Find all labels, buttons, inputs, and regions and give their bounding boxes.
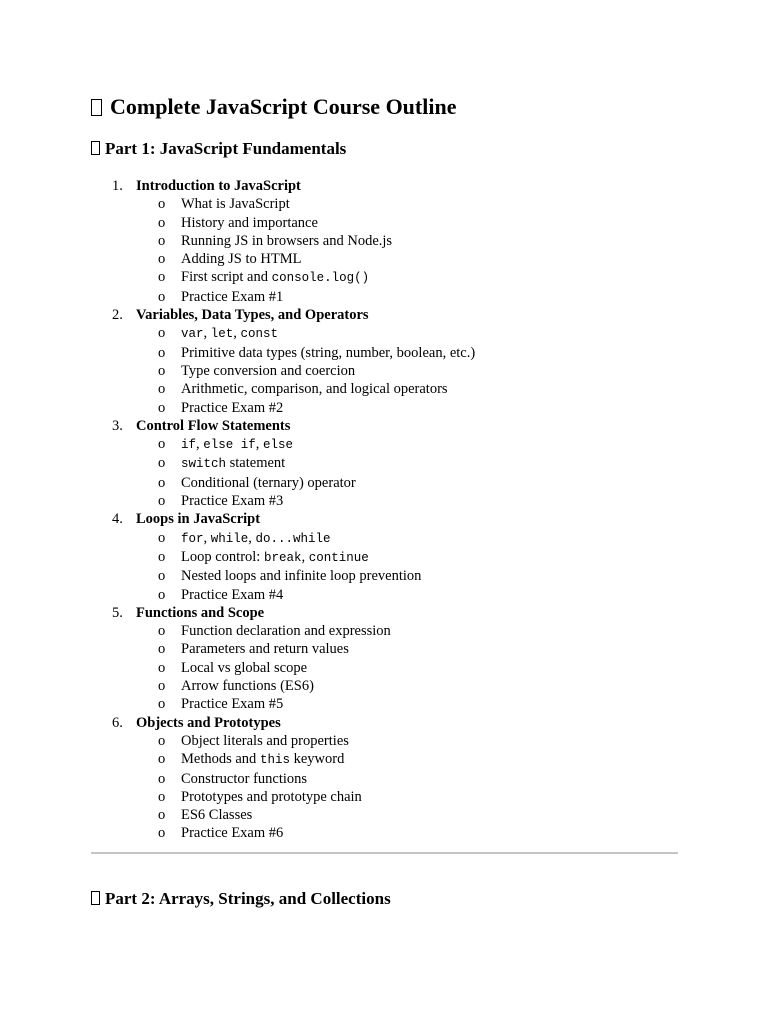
topic-item bbox=[91, 250, 691, 268]
section-list bbox=[91, 177, 691, 843]
section-number: 4. bbox=[112, 511, 123, 528]
section-title: Variables, Data Types, and Operators bbox=[136, 307, 369, 324]
topic-item bbox=[91, 640, 691, 658]
code-snippet: var bbox=[181, 327, 204, 342]
topic-item bbox=[91, 806, 691, 824]
section-title: Introduction to JavaScript bbox=[136, 178, 301, 194]
bullet-marker: o bbox=[158, 344, 166, 361]
section-item bbox=[91, 714, 691, 843]
topic-item bbox=[91, 529, 691, 548]
section-item bbox=[91, 306, 691, 417]
topic-text: statement bbox=[226, 455, 286, 472]
topic-item bbox=[91, 214, 691, 232]
bullet-marker: o bbox=[158, 586, 166, 603]
bullet-marker: o bbox=[158, 325, 166, 342]
topic-list bbox=[91, 324, 691, 416]
document-title bbox=[91, 93, 456, 121]
section-item bbox=[91, 177, 691, 306]
bullet-marker: o bbox=[158, 659, 166, 676]
topic-item bbox=[91, 824, 691, 842]
topic-text: Nested loops and infinite loop prevention bbox=[181, 568, 422, 585]
horizontal-divider bbox=[91, 852, 678, 854]
section-title: Functions and Scope bbox=[136, 604, 265, 621]
topic-item bbox=[91, 362, 691, 380]
topic-item bbox=[91, 567, 691, 585]
bullet-marker: o bbox=[158, 288, 166, 305]
topic-item bbox=[91, 474, 691, 492]
topic-text: , bbox=[233, 325, 241, 342]
topic-text: First script and bbox=[181, 269, 272, 286]
bullet-marker: o bbox=[158, 788, 166, 805]
bullet-marker: o bbox=[158, 232, 166, 249]
missing-glyph-icon bbox=[91, 891, 100, 905]
topic-list bbox=[91, 529, 691, 604]
bullet-marker: o bbox=[158, 196, 166, 213]
bullet-marker: o bbox=[158, 548, 166, 565]
topic-list bbox=[91, 435, 691, 510]
missing-glyph-icon bbox=[91, 141, 100, 155]
topic-text: Practice Exam #6 bbox=[181, 825, 284, 842]
topic-text: , bbox=[196, 436, 204, 453]
code-snippet: const bbox=[240, 327, 279, 342]
topic-item bbox=[91, 232, 691, 250]
topic-text: What is JavaScript bbox=[181, 196, 290, 213]
bullet-marker: o bbox=[158, 807, 166, 824]
topic-item bbox=[91, 492, 691, 510]
code-snippet: if bbox=[181, 438, 197, 453]
part-1-heading bbox=[91, 138, 346, 160]
topic-text: Practice Exam #2 bbox=[181, 399, 284, 416]
bullet-marker: o bbox=[158, 436, 166, 453]
topic-text: Practice Exam #1 bbox=[181, 288, 284, 305]
section-number: 5. bbox=[112, 604, 123, 621]
section-title: Loops in JavaScript bbox=[136, 511, 261, 528]
code-snippet: let bbox=[210, 327, 234, 342]
topic-text: Loop control: bbox=[181, 548, 264, 565]
section-heading bbox=[91, 417, 691, 435]
bullet-marker: o bbox=[158, 269, 166, 286]
topic-item bbox=[91, 454, 691, 473]
bullet-marker: o bbox=[158, 825, 166, 842]
topic-text: Local vs global scope bbox=[181, 659, 308, 676]
topic-item bbox=[91, 677, 691, 695]
topic-item bbox=[91, 548, 691, 567]
topic-text: Adding JS to HTML bbox=[181, 251, 302, 268]
bullet-marker: o bbox=[158, 696, 166, 713]
section-heading bbox=[91, 177, 691, 195]
topic-item bbox=[91, 195, 691, 213]
topic-text: Arrow functions (ES6) bbox=[181, 678, 314, 695]
bullet-marker: o bbox=[158, 381, 166, 398]
section-title: Control Flow Statements bbox=[136, 417, 291, 434]
section-heading bbox=[91, 604, 691, 622]
topic-text: Constructor functions bbox=[181, 770, 308, 787]
section-number: 2. bbox=[112, 307, 123, 324]
topic-item bbox=[91, 770, 691, 788]
code-snippet: else if bbox=[203, 438, 256, 453]
topic-text: keyword bbox=[289, 751, 345, 768]
topic-text: , bbox=[203, 325, 211, 342]
document-title-text: Complete JavaScript Course Outline bbox=[110, 94, 457, 119]
topic-text: Primitive data types (string, number, boolean, etc.) bbox=[181, 344, 476, 361]
bullet-marker: o bbox=[158, 474, 166, 491]
bullet-marker: o bbox=[158, 455, 166, 472]
topic-item bbox=[91, 399, 691, 417]
topic-item bbox=[91, 659, 691, 677]
bullet-marker: o bbox=[158, 623, 166, 640]
topic-text: Parameters and return values bbox=[181, 641, 349, 658]
part-1-heading-text: Part 1: JavaScript Fundamentals bbox=[105, 139, 347, 158]
topic-item bbox=[91, 788, 691, 806]
code-snippet: break bbox=[263, 550, 302, 565]
topic-text: Type conversion and coercion bbox=[181, 362, 356, 379]
topic-text: Function declaration and expression bbox=[181, 623, 391, 640]
topic-list bbox=[91, 732, 691, 843]
topic-item bbox=[91, 695, 691, 713]
topic-item bbox=[91, 324, 691, 343]
topic-text: , bbox=[301, 548, 309, 565]
code-snippet: continue bbox=[308, 550, 369, 565]
part-2-heading-text: Part 2: Arrays, Strings, and Collections bbox=[105, 889, 391, 908]
section-heading bbox=[91, 714, 691, 732]
topic-text: , bbox=[203, 529, 211, 546]
topic-text: , bbox=[248, 529, 256, 546]
bullet-marker: o bbox=[158, 529, 166, 546]
topic-item bbox=[91, 586, 691, 604]
topic-item bbox=[91, 435, 691, 454]
code-snippet: while bbox=[210, 531, 249, 546]
topic-text: Conditional (ternary) operator bbox=[181, 474, 356, 491]
topic-text: Practice Exam #3 bbox=[181, 493, 284, 510]
section-number: 3. bbox=[112, 417, 123, 434]
bullet-marker: o bbox=[158, 362, 166, 379]
topic-text: Object literals and properties bbox=[181, 732, 349, 749]
section-item bbox=[91, 604, 691, 714]
topic-list bbox=[91, 195, 691, 306]
topic-text: Methods and bbox=[181, 751, 260, 768]
section-item bbox=[91, 417, 691, 510]
missing-glyph-icon bbox=[91, 99, 102, 116]
bullet-marker: o bbox=[158, 678, 166, 695]
part-2-heading bbox=[91, 888, 391, 910]
code-snippet: this bbox=[259, 753, 290, 768]
code-snippet: switch bbox=[181, 457, 227, 472]
topic-text: Prototypes and prototype chain bbox=[181, 788, 362, 805]
section-heading bbox=[91, 510, 691, 528]
bullet-marker: o bbox=[158, 251, 166, 268]
section-number: 1. bbox=[112, 178, 123, 194]
bullet-marker: o bbox=[158, 493, 166, 510]
topic-item bbox=[91, 380, 691, 398]
section-number: 6. bbox=[112, 714, 123, 731]
topic-item bbox=[91, 750, 691, 769]
bullet-marker: o bbox=[158, 399, 166, 416]
topic-text: ES6 Classes bbox=[181, 807, 253, 824]
topic-text: , bbox=[255, 436, 264, 453]
section-title: Objects and Prototypes bbox=[136, 714, 281, 731]
topic-text: History and importance bbox=[181, 214, 318, 231]
bullet-marker: o bbox=[158, 641, 166, 658]
topic-text: Arithmetic, comparison, and logical operators bbox=[181, 381, 448, 398]
bullet-marker: o bbox=[158, 751, 166, 768]
bullet-marker: o bbox=[158, 732, 166, 749]
section-heading bbox=[91, 306, 691, 324]
code-snippet: console.log() bbox=[271, 271, 370, 286]
topic-list bbox=[91, 622, 691, 713]
topic-item bbox=[91, 288, 691, 306]
code-snippet: for bbox=[181, 531, 204, 546]
bullet-marker: o bbox=[158, 568, 166, 585]
code-snippet: do...while bbox=[255, 531, 331, 546]
bullet-marker: o bbox=[158, 214, 166, 231]
topic-item bbox=[91, 622, 691, 640]
code-snippet: else bbox=[263, 438, 294, 453]
topic-text: Running JS in browsers and Node.js bbox=[181, 232, 393, 249]
topic-item bbox=[91, 268, 691, 287]
topic-text: Practice Exam #4 bbox=[181, 586, 284, 603]
bullet-marker: o bbox=[158, 770, 166, 787]
topic-item bbox=[91, 732, 691, 750]
topic-text: Practice Exam #5 bbox=[181, 696, 284, 713]
topic-item bbox=[91, 344, 691, 362]
section-item bbox=[91, 510, 691, 603]
